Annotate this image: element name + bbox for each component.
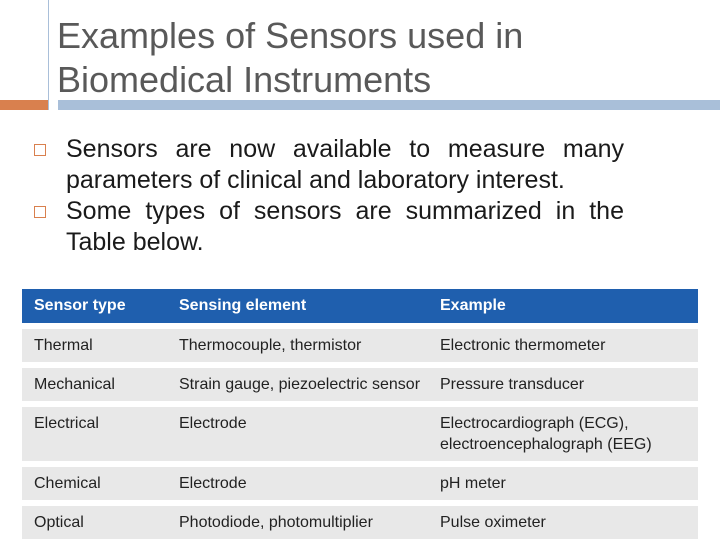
title-area [48,0,720,108]
accent-bar-orange [0,100,48,110]
bullet-item [34,134,624,196]
bullet-text: Sensors are now available to measure many parameters of clinical and laboratory interest. [66,135,624,194]
table-row [22,407,698,461]
cell-sensing-element: Photodiode, photomultiplier [179,514,373,531]
cell-example: Pressure transducer [440,376,585,393]
slide-title: Examples of Sensors used in Biomedical Instruments [57,15,524,100]
cell-example: pH meter [440,475,506,492]
cell-example: Electronic thermometer [440,337,606,354]
cell-sensor-type: Optical [34,514,84,531]
table-row [22,506,698,539]
cell-sensing-element: Thermocouple, thermistor [179,337,362,354]
table-row [22,329,698,362]
bullet-text: Some types of sensors are summarized in the Table below. [66,197,624,256]
table-row [22,368,698,401]
table-header [22,289,698,323]
cell-example: Electrocardiograph (ECG), electroencephalograph (EEG) [440,415,652,453]
cell-sensing-element: Electrode [179,475,247,492]
cell-sensor-type: Electrical [34,415,99,432]
square-bullet-icon [34,144,46,156]
cell-sensing-element: Strain gauge, piezoelectric sensor [179,376,421,393]
cell-sensor-type: Mechanical [34,376,115,393]
header-sensing-element: Sensing element [179,297,307,314]
header-example: Example [440,297,506,314]
square-bullet-icon [34,206,46,218]
header-sensor-type: Sensor type [34,297,126,314]
cell-sensor-type: Chemical [34,475,101,492]
sensor-table [22,289,698,539]
bullet-list [34,134,624,290]
bullet-item [34,196,624,258]
table-row [22,467,698,500]
cell-sensing-element: Electrode [179,415,247,432]
cell-sensor-type: Thermal [34,337,93,354]
cell-example: Pulse oximeter [440,514,546,531]
accent-bar-blue [58,100,720,110]
